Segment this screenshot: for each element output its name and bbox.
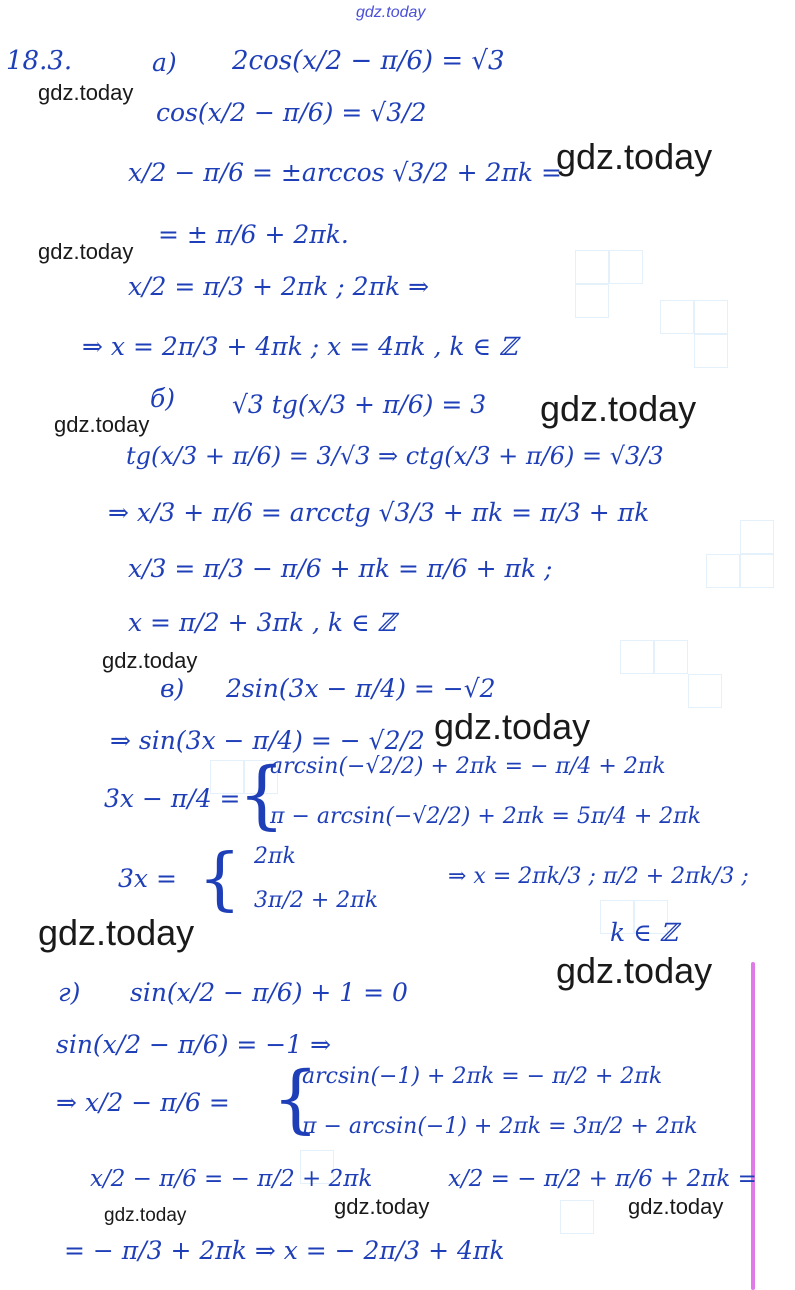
part-a-line: x/2 − π/6 = ±arccos √3/2 + 2πk = <box>128 158 562 187</box>
grid-paper <box>609 250 643 284</box>
part-d-line: x/2 − π/6 = − π/2 + 2πk <box>90 1166 373 1192</box>
watermark: gdz.today <box>38 80 134 105</box>
part-c-line: ⇒ sin(3x − π/4) = − √2/2 <box>110 726 425 755</box>
watermark: gdz.today <box>102 648 198 673</box>
part-d-case: π − arcsin(−1) + 2πk = 3π/2 + 2πk <box>302 1114 698 1139</box>
part-c-label: в) <box>160 674 185 703</box>
part-c-equation: 2sin(3x − π/4) = −√2 <box>226 674 496 703</box>
part-b-line: tg(x/3 + π/6) = 3/√3 ⇒ ctg(x/3 + π/6) = √3/3 <box>126 442 664 470</box>
part-c-answer: ⇒ x = 2πk/3 ; π/2 + 2πk/3 ; <box>448 864 749 889</box>
part-b-equation: √3 tg(x/3 + π/6) = 3 <box>232 390 487 419</box>
grid-paper <box>706 554 740 588</box>
grid-paper <box>694 334 728 368</box>
system-brace: { <box>238 752 286 838</box>
part-d-answer: = − π/3 + 2πk ⇒ x = − 2π/3 + 4πk <box>64 1236 505 1265</box>
grid-paper <box>575 250 609 284</box>
part-c-case: 3π/2 + 2πk <box>254 888 379 913</box>
part-a-answer: ⇒ x = 2π/3 + 4πk ; x = 4πk , k ∈ ℤ <box>82 332 518 361</box>
grid-paper <box>575 284 609 318</box>
watermark: gdz.today <box>556 950 713 991</box>
part-c-case: 2πk <box>254 844 296 869</box>
part-c-line: 3x − π/4 = <box>104 784 241 813</box>
watermark-top: gdz.today <box>356 4 426 21</box>
part-b-label: б) <box>150 384 176 413</box>
watermark: gdz.today <box>54 412 150 437</box>
watermark: gdz.today <box>556 136 713 177</box>
part-d-line: sin(x/2 − π/6) = −1 ⇒ <box>56 1030 332 1059</box>
watermark: gdz.today <box>540 388 697 429</box>
grid-paper <box>560 1200 594 1234</box>
part-a-label: а) <box>152 48 177 77</box>
grid-paper <box>660 300 694 334</box>
watermark: gdz.today <box>38 239 134 264</box>
part-a-line: x/2 = π/3 + 2πk ; 2πk ⇒ <box>128 272 430 301</box>
watermark: gdz.today <box>628 1194 724 1219</box>
grid-paper <box>694 300 728 334</box>
part-d-line: x/2 = − π/2 + π/6 + 2πk = <box>448 1166 757 1192</box>
part-c-case: arcsin(−√2/2) + 2πk = − π/4 + 2πk <box>270 754 666 779</box>
system-brace: { <box>272 1056 320 1142</box>
part-c-line: 3x = <box>118 864 177 893</box>
part-a-line: = ± π/6 + 2πk. <box>158 220 349 249</box>
watermark: gdz.today <box>334 1194 430 1219</box>
part-d-case: arcsin(−1) + 2πk = − π/2 + 2πk <box>302 1064 663 1089</box>
part-c-case: π − arcsin(−√2/2) + 2πk = 5π/4 + 2πk <box>270 804 702 829</box>
grid-paper <box>688 674 722 708</box>
grid-paper <box>620 640 654 674</box>
part-d-label: г) <box>58 978 81 1007</box>
system-brace: { <box>198 840 242 919</box>
watermark: gdz.today <box>434 706 591 747</box>
watermark: gdz.today <box>38 912 195 953</box>
part-d-equation: sin(x/2 − π/6) + 1 = 0 <box>130 978 408 1007</box>
part-b-answer: x = π/2 + 3πk , k ∈ ℤ <box>128 608 396 637</box>
grid-paper <box>654 640 688 674</box>
margin-line <box>751 962 755 1290</box>
part-b-line: ⇒ x/3 + π/6 = arcctg √3/3 + πk = π/3 + πk <box>108 498 650 527</box>
part-a-line: cos(x/2 − π/6) = √3/2 <box>156 98 427 127</box>
grid-paper <box>740 520 774 554</box>
part-a-equation: 2cos(x/2 − π/6) = √3 <box>232 46 505 76</box>
grid-paper <box>740 554 774 588</box>
part-d-line: ⇒ x/2 − π/6 = <box>56 1088 230 1117</box>
part-b-line: x/3 = π/3 − π/6 + πk = π/6 + πk ; <box>128 554 553 583</box>
part-c-answer: k ∈ ℤ <box>610 918 678 947</box>
exercise-number: 18.3. <box>6 46 73 76</box>
watermark: gdz.today <box>104 1205 187 1226</box>
